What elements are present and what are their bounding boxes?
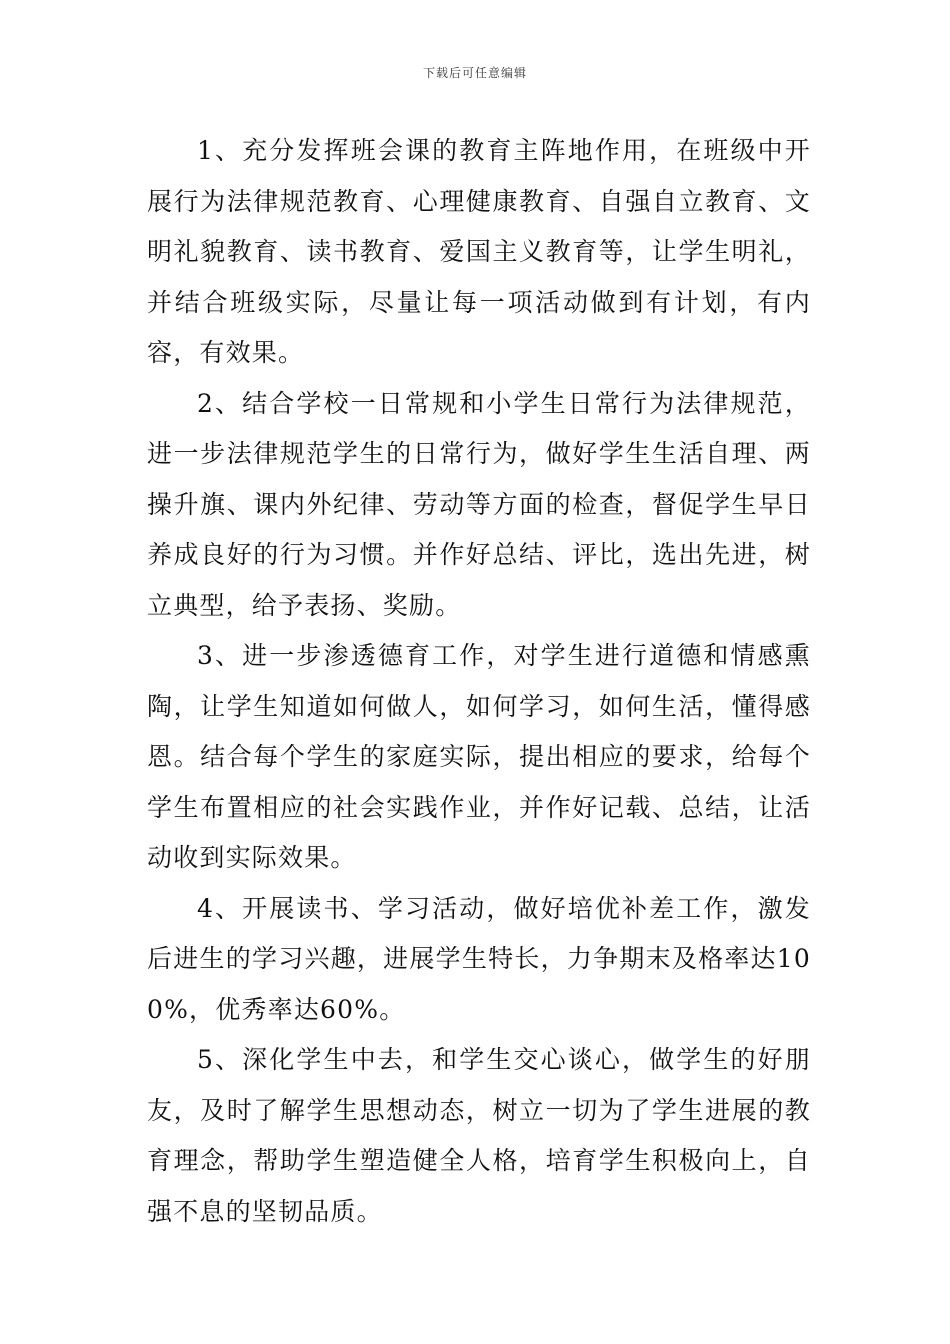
document-body [147, 126, 811, 1237]
paragraph-4: 4、开展读书、学习活动，做好培优补差工作，激发后进生的学习兴趣，进展学生特长，力争期末及格率达100%，优秀率达60%。 [147, 893, 811, 1024]
paragraph-1: 1、充分发挥班会课的教育主阵地作用，在班级中开展行为法律规范教育、心理健康教育、自强自立教育、文明礼貌教育、读书教育、爱国主义教育等，让学生明礼，并结合班级实际，尽量让每一项活动做到有计划，有内容，有效果。 [147, 136, 811, 367]
paragraph-5: 5、深化学生中去，和学生交心谈心，做学生的好朋友，及时了解学生思想动态，树立一切为了学生进展的教育理念，帮助学生塑造健全人格，培育学生积极向上，自强不息的坚韧品质。 [147, 1045, 811, 1226]
paragraph-3: 3、进一步渗透德育工作，对学生进行道德和情感熏陶，让学生知道如何做人，如何学习，如何生活，懂得感恩。结合每个学生的家庭实际，提出相应的要求，给每个学生布置相应的社会实践作业，并作好记载、总结，让活动收到实际效果。 [147, 641, 811, 872]
header-note: 下载后可任意编辑 [422, 66, 527, 80]
paragraph-2: 2、结合学校一日常规和小学生日常行为法律规范，进一步法律规范学生的日常行为，做好学生生活自理、两操升旗、课内外纪律、劳动等方面的检查，督促学生早日养成良好的行为习惯。并作好总结、评比，选出先进，树立典型，给予表扬、奖励。 [147, 388, 811, 620]
